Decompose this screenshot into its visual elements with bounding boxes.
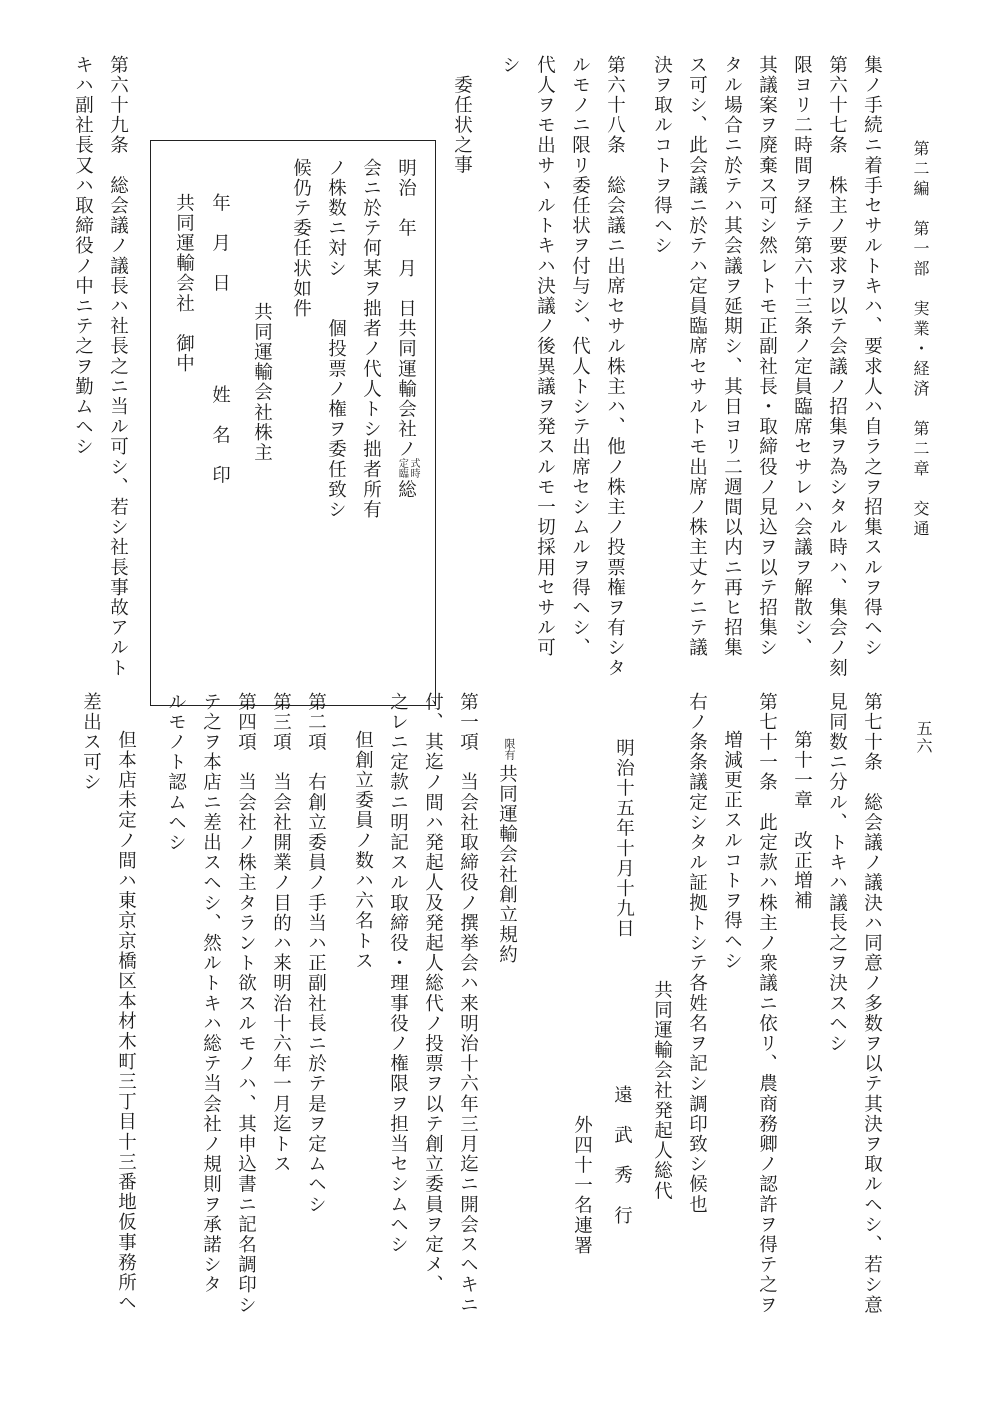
promoters-representative-label: 共同運輸会社発起人総代 xyxy=(651,980,673,1202)
text-column: 集ノ手続ニ着手セサルトキハ、要求人ハ自ラ之ヲ招集スルヲ得ヘシ xyxy=(861,55,883,658)
proxy-date-line: 年 月 日 xyxy=(209,193,231,294)
text-column: タル場合ニ於テハ其会議ヲ延期シ、其日ヨリ二週間以内ニ再ヒ招集 xyxy=(721,55,743,658)
text-column: ルモノト認ムヘシ xyxy=(165,692,187,853)
limited-liability-note: 限有 xyxy=(503,738,516,760)
clause-3: 第三項 当会社開業ノ目的ハ来明治十六年一月迄トス xyxy=(270,692,292,1175)
clause-2: 第二項 右創立委員ノ手当ハ正副社長ニ於テ是ヲ定ムヘシ xyxy=(305,692,327,1215)
article-69: 第六十九条 総会議ノ議長ハ社長之ニ当ル可シ、若シ社長事故アルト xyxy=(107,55,129,679)
text-column: 但本店未定ノ間ハ東京京橋区本材木町三丁目十三番地仮事務所ヘ xyxy=(115,730,137,1313)
proxy-form-title: 委任状之事 xyxy=(451,75,473,176)
text-column: 差出ス可シ xyxy=(80,692,102,793)
proxy-form-line: ノ株数ニ対シ 個投票ノ権ヲ委任致シ xyxy=(325,158,347,520)
text-column: 見同数ニ分ル、トキハ議長之ヲ決スヘシ xyxy=(826,692,848,1054)
date-line: 明治十五年十月十九日 xyxy=(613,738,635,939)
proxy-addressee: 共同運輸会社 御中 xyxy=(173,193,195,374)
article-70: 第七十条 総会議ノ議決ハ同意ノ多数ヲ以テ其決ヲ取ルヘシ、若シ意 xyxy=(861,692,883,1316)
cosigners-note: 外四十一名連署 xyxy=(571,1115,593,1256)
signatory-name: 遠 武 秀 行 xyxy=(611,1085,633,1226)
proxy-form-line: 候仍テ委任状如件 xyxy=(290,158,312,319)
article-67: 第六十七条 株主ノ要求ヲ以テ会議ノ招集ヲ為シタル時ハ、集会ノ刻 xyxy=(826,55,848,679)
bylaws-title: 共同運輸会社創立規約 xyxy=(496,764,518,965)
text-column: 増減更正スルコトヲ得ヘシ xyxy=(721,730,743,972)
proxy-shareholder-label: 共同運輸会社株主 xyxy=(251,302,273,463)
text-column: 決ヲ取ルコトヲ得ヘシ xyxy=(651,55,673,256)
text-column: 付、其迄ノ間ハ発起人及発起人総代ノ投票ヲ以テ創立委員ヲ定メ、 xyxy=(422,692,444,1295)
proxy-name-seal: 姓 名 印 xyxy=(209,385,231,486)
chapter-heading: 第十一章 改正増補 xyxy=(791,730,813,911)
clause-4: 第四項 当会社ノ株主タラント欲スルモノハ、其申込書ニ記名調印シ xyxy=(235,692,257,1316)
running-title: 第二編 第一部 実業・経済 第二章 交通 xyxy=(911,140,930,540)
text-column: 右ノ条条議定シタル証拠トシテ各姓名ヲ記シ調印致シ候也 xyxy=(686,692,708,1215)
text-column: 代人ヲモ出サヽルトキハ決議ノ後異議ヲ発スルモ一切採用セサル可 xyxy=(534,55,556,658)
text-column: 限ヨリ二時間ヲ経テ第六十三条ノ定員臨席セサレハ会議ヲ解散シ、 xyxy=(791,55,813,658)
text-column: ス可シ、此会議ニ於テハ定員臨席セサルトモ出席ノ株主丈ケニテ議 xyxy=(686,55,708,658)
article-68: 第六十八条 総会議ニ出席セサル株主ハ、他ノ株主ノ投票権ヲ有シタ xyxy=(604,55,626,679)
text-column: ルモノニ限リ委任状ヲ付与シ、代人トシテ出席セシムルヲ得ヘシ、 xyxy=(569,55,591,658)
text-column: シ xyxy=(499,55,521,76)
text-column: テ之ヲ本店ニ差出スヘシ、然ルトキハ総テ当会社ノ規則ヲ承諾シタ xyxy=(200,692,222,1295)
text-column: 之レニ定款ニ明記スル取締役・理事役ノ権限ヲ担当セシムヘシ xyxy=(387,692,409,1255)
text-column: 其議案ヲ廃棄ス可シ然レトモ正副社長・取締役ノ見込ヲ以テ招集シ xyxy=(756,55,778,658)
page-number: 五六 xyxy=(914,720,933,756)
ordinary-extraordinary-note: 定式 臨時 xyxy=(398,458,423,480)
text-column: キハ副社長又ハ取締役ノ中ニテ之ヲ勤ムヘシ xyxy=(72,55,94,457)
clause-1: 第一項 当会社取締役ノ撰挙会ハ来明治十六年三月迄ニ開会スヘキニ xyxy=(457,692,479,1316)
proxy-form-line: 会ニ於テ何某ヲ拙者ノ代人トシ拙者所有 xyxy=(360,158,382,520)
proxy-form-line: 明治 年 月 日共同運輸会社ノ 定式 臨時 総 xyxy=(395,158,423,500)
article-71: 第七十一条 此定款ハ株主ノ衆議ニ依リ、農商務卿ノ認許ヲ得テ之ヲ xyxy=(756,692,778,1316)
text-column: 但創立委員ノ数ハ六名トス xyxy=(352,730,374,972)
